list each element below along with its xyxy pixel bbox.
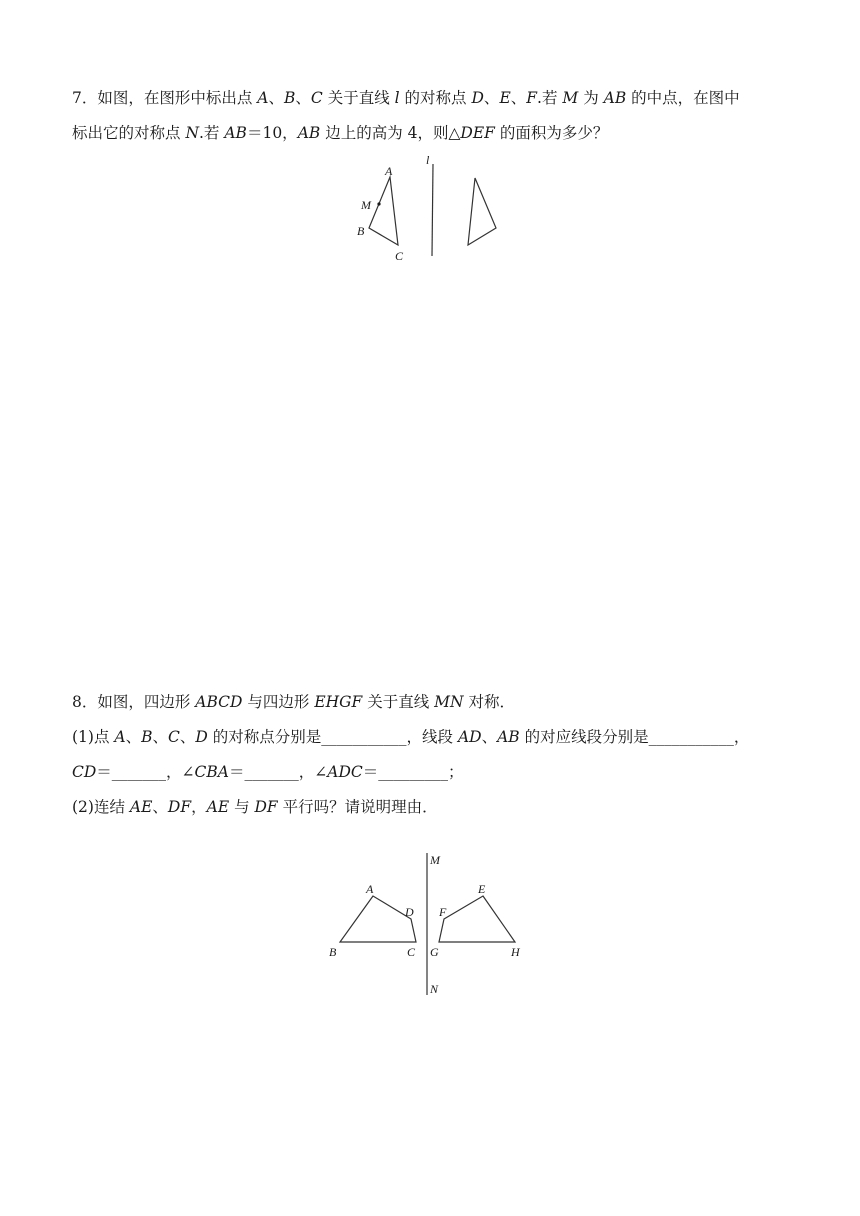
- q8-figure: [320, 848, 540, 998]
- quadrilateral-ehgf: [439, 896, 515, 942]
- label-e: E: [478, 882, 486, 896]
- q7-line-2: 标出它的对称点 N.若 AB＝10，AB 边上的高为 4，则△DEF 的面积为多少？: [72, 124, 609, 142]
- label-m: M: [361, 198, 371, 212]
- label-a: A: [385, 164, 393, 178]
- label-n: N: [430, 982, 439, 996]
- label-c: C: [395, 249, 404, 263]
- label-b: B: [357, 224, 365, 238]
- label-h: H: [511, 945, 520, 959]
- label-m: M: [430, 853, 440, 867]
- quadrilateral-abcd: [340, 896, 416, 942]
- label-g: G: [430, 945, 439, 959]
- q8-line-3: CD＝_______，∠CBA＝_______，∠ADC＝_________；: [72, 763, 464, 781]
- triangle-def: [468, 178, 496, 245]
- q8-line-4: (2)连结 AE、DF，AE 与 DF 平行吗？请说明理由．: [72, 798, 438, 816]
- q7-line-1: 7．如图，在图形中标出点 A、B、C 关于直线 l 的对称点 D、E、F.若 M 为 AB 的中点，在图中: [72, 89, 740, 107]
- q8-line-1: 8．如图，四边形 ABCD 与四边形 EHGF 关于直线 MN 对称．: [72, 693, 516, 711]
- label-d: D: [405, 905, 414, 919]
- q8-line-2: (1)点 A、B、C、D 的对称点分别是___________，线段 AD、AB 的对应线段分别是___________，: [72, 728, 750, 746]
- triangle-abc: [369, 177, 398, 245]
- midpoint-m-dot: [377, 202, 380, 205]
- label-c: C: [407, 945, 416, 959]
- q7-figure: [350, 150, 510, 270]
- label-l: l: [426, 153, 430, 167]
- label-f: F: [439, 905, 447, 919]
- label-a: A: [366, 882, 374, 896]
- symmetry-line-l: [432, 164, 433, 256]
- label-b: B: [329, 945, 337, 959]
